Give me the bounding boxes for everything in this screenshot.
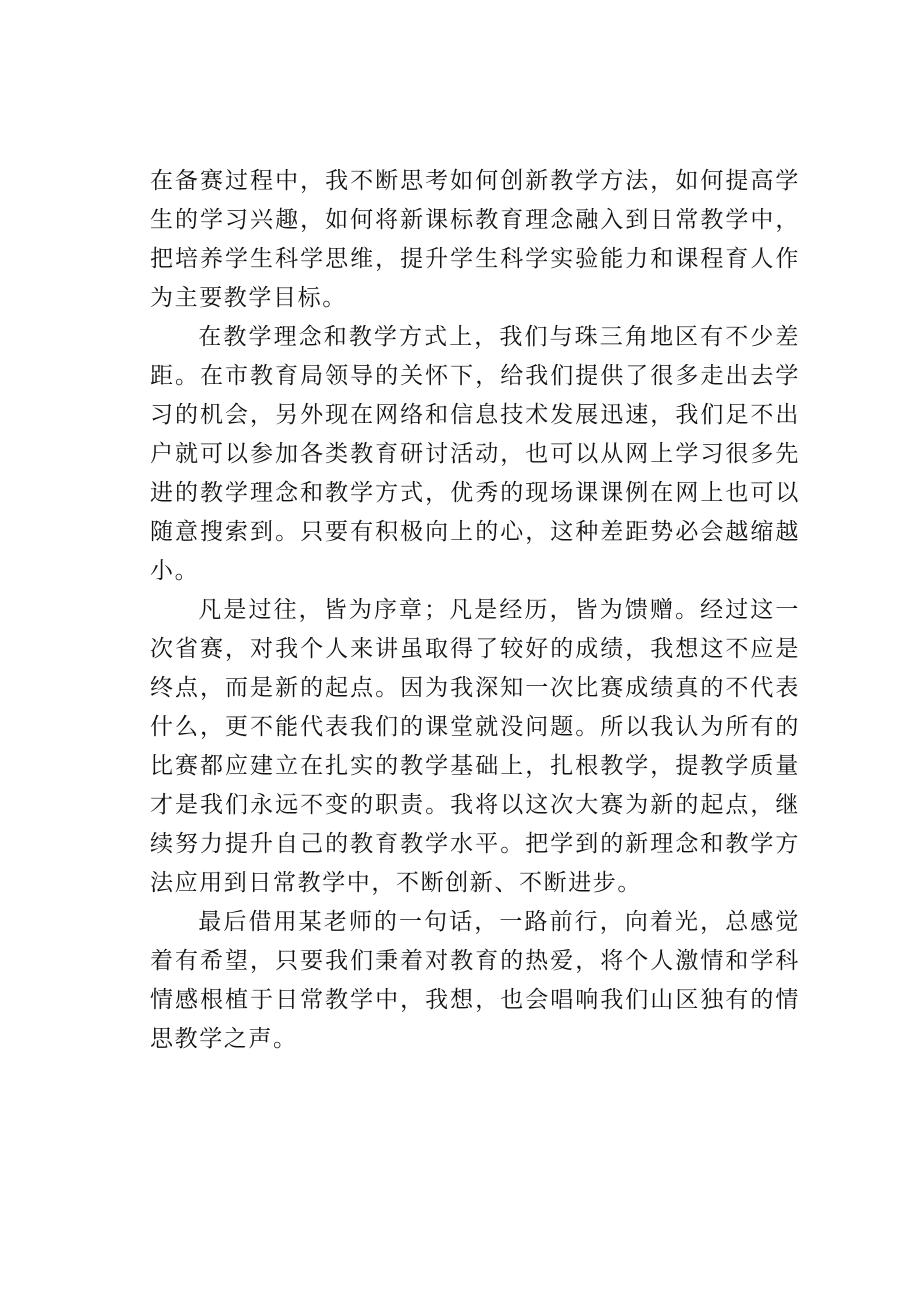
paragraph-4: 最后借用某老师的一句话，一路前行，向着光，总感觉着有希望，只要我们秉着对教育的热爱，将个人激情和学科情感根植于日常教学中，我想，也会唱响我们山区独有的情思教学之声。 [150, 909, 800, 1052]
paragraph-3: 凡是过往，皆为序章；凡是经历，皆为馈赠。经过这一次省赛，对我个人来讲虽取得了较好的成绩，我想这不应是终点，而是新的起点。因为我深知一次比赛成绩真的不代表什么，更不能代表我们的课堂就没问题。所以我认为所有的比赛都应建立在扎实的教学基础上，扎根教学，提教学质量才是我们永远不变的职责。我将以这次大赛为新的起点，继续努力提升自己的教育教学水平。把学到的新理念和教学方法应用到日常教学中，不断创新、不断进步。 [150, 597, 800, 896]
document-body [150, 162, 800, 1059]
paragraph-1: 在备赛过程中，我不断思考如何创新教学方法，如何提高学生的学习兴趣，如何将新课标教育理念融入到日常教学中，把培养学生科学思维，提升学生科学实验能力和课程育人作为主要教学目标。 [150, 168, 800, 311]
paragraph-2: 在教学理念和教学方式上，我们与珠三角地区有不少差距。在市教育局领导的关怀下，给我们提供了很多走出去学习的机会，另外现在网络和信息技术发展迅速，我们足不出户就可以参加各类教育研讨活动，也可以从网上学习很多先进的教学理念和教学方式，优秀的现场课课例在网上也可以随意搜索到。只要有积极向上的心，这种差距势必会越缩越小。 [150, 324, 800, 584]
